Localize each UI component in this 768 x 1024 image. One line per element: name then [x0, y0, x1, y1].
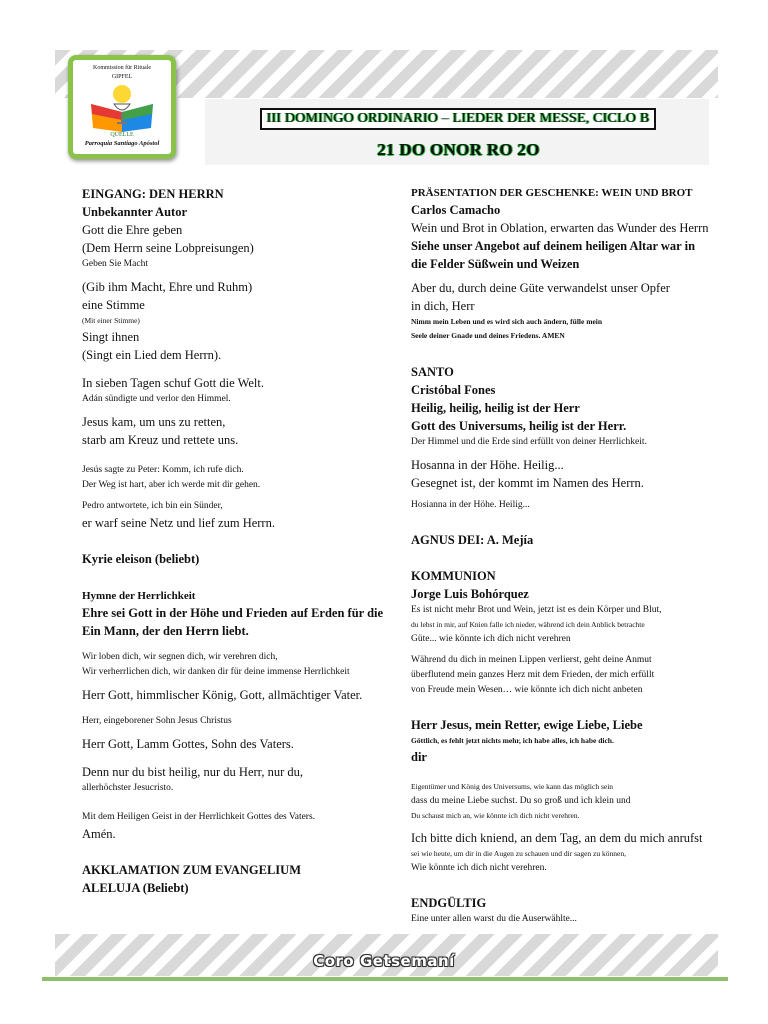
- section-title-offertory: PRÄSENTATION DER GESCHENKE: WEIN UND BROT: [411, 187, 693, 199]
- section-author-communion: Jorge Luis Bohórquez: [411, 587, 529, 601]
- lyric-line: Ich bitte dich kniend, an dem Tag, an dem du mich anrufst: [411, 831, 703, 845]
- lyric-line: Nimm mein Leben und es wird sich auch ändern, fülle mein: [411, 317, 603, 326]
- left-column: [82, 185, 387, 897]
- lyric-line: starb am Kreuz und rettete uns.: [82, 433, 239, 447]
- lyric-line: Gesegnet ist, der kommt im Namen des Herrn.: [411, 476, 644, 490]
- lyric-line: er warf seine Netz und lief zum Herrn.: [82, 516, 275, 530]
- lyric-line: Amén.: [82, 827, 116, 841]
- lyric-line: dass du meine Liebe suchst. Du so groß und ich klein und: [411, 796, 631, 806]
- lyric-line: Siehe unser Angebot auf deinem heiligen Altar war in: [411, 239, 696, 253]
- right-column: [411, 185, 716, 927]
- logo-gipfel-text: GIPFEL: [111, 74, 133, 80]
- section-title-entrance: EINGANG: DEN HERRN: [82, 187, 224, 201]
- logo-quelle-text: QUELLE: [110, 132, 134, 138]
- lyric-line: Du schaust mich an, wie könnte ich dich nicht verehren.: [411, 811, 580, 820]
- open-book-chalice-icon: [87, 82, 157, 134]
- lyric-line: (Singt ein Lied dem Herrn).: [82, 348, 222, 362]
- lyric-line: sei wie heute, um dir in die Augen zu schauen und dir sagen zu können,: [411, 849, 626, 858]
- section-title-gloria: Hymne der Herrlichkeit: [82, 590, 196, 602]
- lyric-line: Hosianna in der Höhe. Heilig...: [411, 500, 530, 510]
- page-date: 21 DO ONOR RO 2O: [377, 140, 540, 159]
- lyric-line: allerhöchster Jesucristo.: [82, 783, 174, 793]
- section-subtitle-acclamation: ALELUJA (Beliebt): [82, 881, 189, 895]
- lyric-line: Wir loben dich, wir segnen dich, wir verehren dich,: [82, 652, 278, 662]
- lyric-line: Wie könnte ich dich nicht verehren.: [411, 863, 547, 873]
- lyric-line: eine Stimme: [82, 298, 145, 312]
- lyric-line: Gott des Universums, heilig ist der Herr.: [411, 419, 627, 433]
- section-title-acclamation: AKKLAMATION ZUM EVANGELIUM: [82, 863, 301, 877]
- section-title-agnus: AGNUS DEI: A. Mejía: [411, 533, 534, 547]
- logo-parish-text: Parroquia Santiago Apóstol: [84, 140, 160, 147]
- lyric-line: Der Weg ist hart, aber ich werde mit dir gehen.: [82, 480, 261, 490]
- page-title: III DOMINGO ORDINARIO – LIEDER DER MESSE, CICLO B: [260, 108, 656, 130]
- lyric-line: von Freude mein Wesen… wie könnte ich dich nicht anbeten: [411, 685, 643, 695]
- lyric-line: dir: [411, 750, 427, 764]
- lyric-line: (Mit einer Stimme): [82, 316, 140, 325]
- logo-commission-text: Kommission für Rituale: [93, 65, 151, 71]
- footer-choir-name: Coro Getsemaní: [313, 952, 455, 970]
- lyric-line: Seele deiner Gnade und deines Friedens. AMEN: [411, 331, 565, 340]
- lyric-line: Gott die Ehre geben: [82, 223, 183, 237]
- lyric-line: Eigentümer und König des Universums, wie kann das möglich sein: [411, 782, 614, 791]
- lyric-line: In sieben Tagen schuf Gott die Welt.: [82, 376, 264, 390]
- lyric-line: überflutend mein ganzes Herz mit dem Frieden, der mich erfüllt: [411, 670, 655, 680]
- lyric-line: (Dem Herrn seine Lobpreisungen): [82, 241, 254, 255]
- lyric-line: Singt ihnen: [82, 330, 140, 344]
- section-title-santo: SANTO: [411, 365, 454, 379]
- lyric-line: Der Himmel und die Erde sind erfüllt von deiner Herrlichkeit.: [411, 437, 647, 447]
- lyric-line: (Gib ihm Macht, Ehre und Ruhm): [82, 280, 253, 294]
- section-author-offertory: Carlos Camacho: [411, 203, 501, 217]
- lyric-line: du lebst in mir, auf Knien falle ich nieder, während ich dein Anblick betrachte: [411, 620, 645, 629]
- lyric-line: Jesús sagte zu Peter: Komm, ich rufe dich.: [82, 465, 244, 475]
- lyric-line: Geben Sie Macht: [82, 259, 148, 269]
- lyric-line: Güte... wie könnte ich dich nicht verehren: [411, 634, 571, 644]
- section-author-entrance: Unbekannter Autor: [82, 205, 187, 219]
- lyric-line: Denn nur du bist heilig, nur du Herr, nur du,: [82, 765, 303, 779]
- lyric-line: Jesus kam, um uns zu retten,: [82, 415, 226, 429]
- lyric-line: Eine unter allen warst du die Auserwählte...: [411, 914, 577, 924]
- section-author-santo: Cristóbal Fones: [411, 383, 496, 397]
- lyric-line: Während du dich in meinen Lippen verlierst, geht deine Anmut: [411, 655, 652, 665]
- lyric-line: Herr Gott, himmlischer König, Gott, allmächtiger Vater.: [82, 688, 363, 702]
- lyric-line: Es ist nicht mehr Brot und Wein, jetzt ist es dein Körper und Blut,: [411, 605, 662, 615]
- footer-divider: [42, 977, 728, 981]
- lyric-line: Hosanna in der Höhe. Heilig...: [411, 458, 564, 472]
- lyric-line: Heilig, heilig, heilig ist der Herr: [411, 401, 580, 415]
- lyric-line: Herr Jesus, mein Retter, ewige Liebe, Liebe: [411, 718, 643, 732]
- lyric-line: Wein und Brot in Oblation, erwarten das Wunder des Herrn: [411, 221, 709, 235]
- lyric-line: Aber du, durch deine Güte verwandelst unser Opfer: [411, 281, 670, 295]
- lyric-line: Ein Mann, der den Herrn liebt.: [82, 624, 249, 638]
- lyric-line: Ehre sei Gott in der Höhe und Frieden auf Erden für die: [82, 606, 384, 620]
- lyric-line: die Felder Süßwein und Weizen: [411, 257, 580, 271]
- section-title-communion: KOMMUNION: [411, 569, 496, 583]
- lyric-line: Mit dem Heiligen Geist in der Herrlichkeit Gottes des Vaters.: [82, 812, 316, 822]
- lyric-line: Wir verherrlichen dich, wir danken dir für deine immense Herrlichkeit: [82, 667, 350, 677]
- lyric-line: Göttlich, es fehlt jetzt nichts mehr, ich habe alles, ich habe dich.: [411, 736, 614, 745]
- lyric-line: Adán sündigte und verlor den Himmel.: [82, 394, 231, 404]
- lyric-line: in dich, Herr: [411, 299, 475, 313]
- lyric-line: Pedro antwortete, ich bin ein Sünder,: [82, 501, 223, 511]
- parish-logo: [68, 55, 176, 159]
- lyric-line: Herr Gott, Lamm Gottes, Sohn des Vaters.: [82, 737, 294, 751]
- lyric-line: Herr, eingeborener Sohn Jesus Christus: [82, 716, 232, 726]
- section-title-final: ENDGÜLTIG: [411, 896, 487, 910]
- section-title-kyrie: Kyrie eleison (beliebt): [82, 552, 200, 566]
